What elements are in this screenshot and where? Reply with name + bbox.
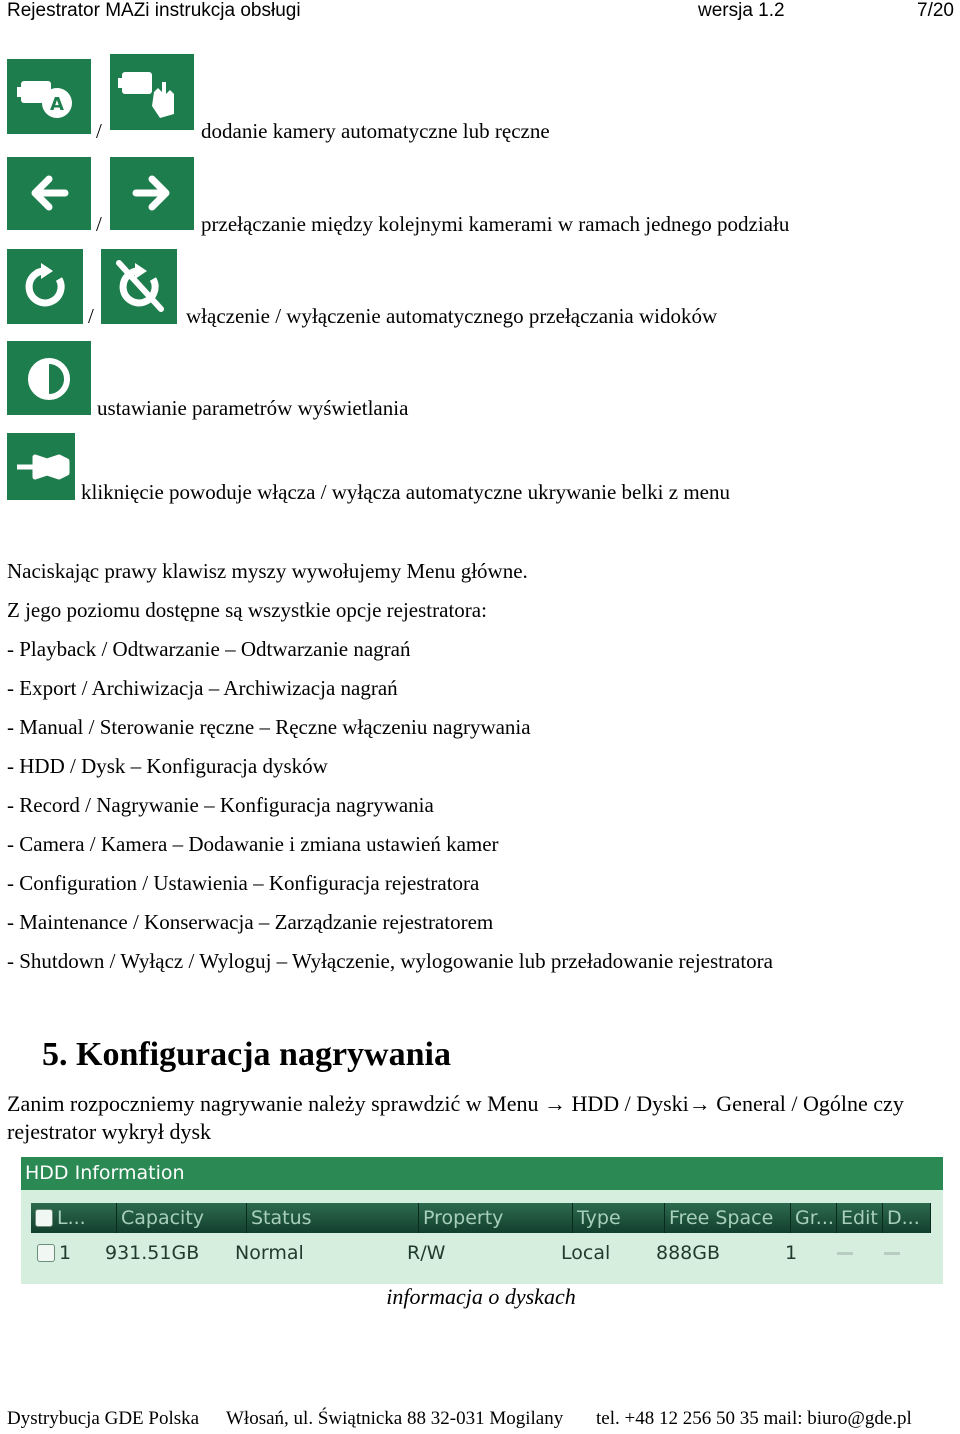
menu-intro-2: Z jego poziomu dostępne są wszystkie opcje rejestratora: <box>7 598 487 622</box>
figure-caption: informacja o dyskach <box>386 1284 576 1309</box>
row2-separator: / <box>96 212 102 236</box>
column-edit[interactable]: Edit <box>837 1203 883 1233</box>
menu-intro-1: Naciskając prawy klawisz myszy wywołujemy Menu główne. <box>7 559 528 583</box>
menu-item-playback: - Playback / Odtwarzanie – Odtwarzanie nagrań <box>7 637 411 661</box>
column-free-space[interactable]: Free Space <box>665 1203 791 1233</box>
hdd-information-panel <box>21 1157 943 1284</box>
auto-switch-off-icon <box>101 249 177 324</box>
menu-item-manual: - Manual / Sterowanie ręczne – Ręczne włączeniu nagrywania <box>7 715 531 739</box>
row1-description: dodanie kamery automatyczne lub ręczne <box>201 119 550 143</box>
column-label[interactable]: L... <box>31 1203 117 1233</box>
column-status[interactable]: Status <box>247 1203 419 1233</box>
cell-status: Normal <box>235 1242 304 1264</box>
column-property[interactable]: Property <box>419 1203 573 1233</box>
menu-item-maintenance: - Maintenance / Konserwacja – Zarządzanie rejestratorem <box>7 910 494 934</box>
delete-disabled-dash <box>884 1252 900 1255</box>
select-all-checkbox[interactable] <box>35 1209 53 1227</box>
cell-label: 1 <box>59 1242 72 1264</box>
document-version: wersja 1.2 <box>698 0 785 21</box>
column-type[interactable]: Type <box>573 1203 665 1233</box>
cell-type: Local <box>561 1242 611 1264</box>
column-delete[interactable]: D... <box>883 1203 931 1233</box>
camera-manual-icon <box>110 54 194 130</box>
menu-item-shutdown: - Shutdown / Wyłącz / Wyloguj – Wyłączenie, wylogowanie lub przeładowanie rejestratora <box>7 949 773 973</box>
page-number: 7/20 <box>917 0 954 21</box>
menu-item-hdd: - HDD / Dysk – Konfiguracja dysków <box>7 754 328 778</box>
column-group[interactable]: Gr... <box>791 1203 837 1233</box>
svg-text:A: A <box>50 94 64 115</box>
cell-capacity: 931.51GB <box>105 1242 200 1264</box>
menu-item-camera: - Camera / Kamera – Dodawanie i zmiana ustawień kamer <box>7 832 499 856</box>
row3-description: włączenie / wyłączenie automatycznego przełączania widoków <box>186 304 718 328</box>
section-heading: 5. Konfiguracja nagrywania <box>42 1036 451 1073</box>
menu-item-export: - Export / Archiwizacja – Archiwizacja nagrań <box>7 676 398 700</box>
footer-contact: tel. +48 12 256 50 35 mail: biuro@gde.pl <box>596 1408 912 1429</box>
row-checkbox[interactable] <box>37 1244 55 1262</box>
arrow-left-icon <box>7 157 91 230</box>
cell-group: 1 <box>785 1242 798 1264</box>
row5-description: kliknięcie powoduje włącza / wyłącza automatyczne ukrywanie belki z menu <box>81 480 730 504</box>
hdd-panel-title: HDD Information <box>21 1157 943 1190</box>
row2-description: przełączanie między kolejnymi kamerami w ramach jednego podziału <box>201 212 790 236</box>
footer-company: Dystrybucja GDE Polska <box>7 1408 200 1429</box>
arrow-right-icon <box>110 157 194 230</box>
column-capacity[interactable]: Capacity <box>117 1203 247 1233</box>
table-row[interactable] <box>31 1237 931 1269</box>
display-settings-icon <box>7 341 91 415</box>
cell-property: R/W <box>407 1242 446 1264</box>
footer-address: Włosań, ul. Świątnicka 88 32-031 Mogilany <box>226 1408 564 1429</box>
menu-item-configuration: - Configuration / Ustawienia – Konfiguracja rejestratora <box>7 871 480 895</box>
document-title: Rejestrator MAZi instrukcja obsługi <box>7 0 301 21</box>
page-footer <box>7 1408 957 1434</box>
row4-description: ustawianie parametrów wyświetlania <box>97 396 409 420</box>
row3-separator: / <box>88 304 94 328</box>
row1-separator: / <box>96 119 102 143</box>
hdd-table-header <box>31 1203 931 1233</box>
pin-icon <box>7 433 75 500</box>
menu-item-record: - Record / Nagrywanie – Konfiguracja nagrywania <box>7 793 434 817</box>
auto-switch-on-icon <box>7 249 83 324</box>
cell-free-space: 888GB <box>656 1242 721 1264</box>
page-header <box>0 0 960 24</box>
camera-auto-icon <box>7 59 91 134</box>
section-paragraph: Zanim rozpoczniemy nagrywanie należy sprawdzić w Menu → HDD / Dyski→ General / Ogólne czy rejestrator wykrył dysk <box>7 1091 904 1144</box>
edit-disabled-dash <box>837 1252 853 1255</box>
